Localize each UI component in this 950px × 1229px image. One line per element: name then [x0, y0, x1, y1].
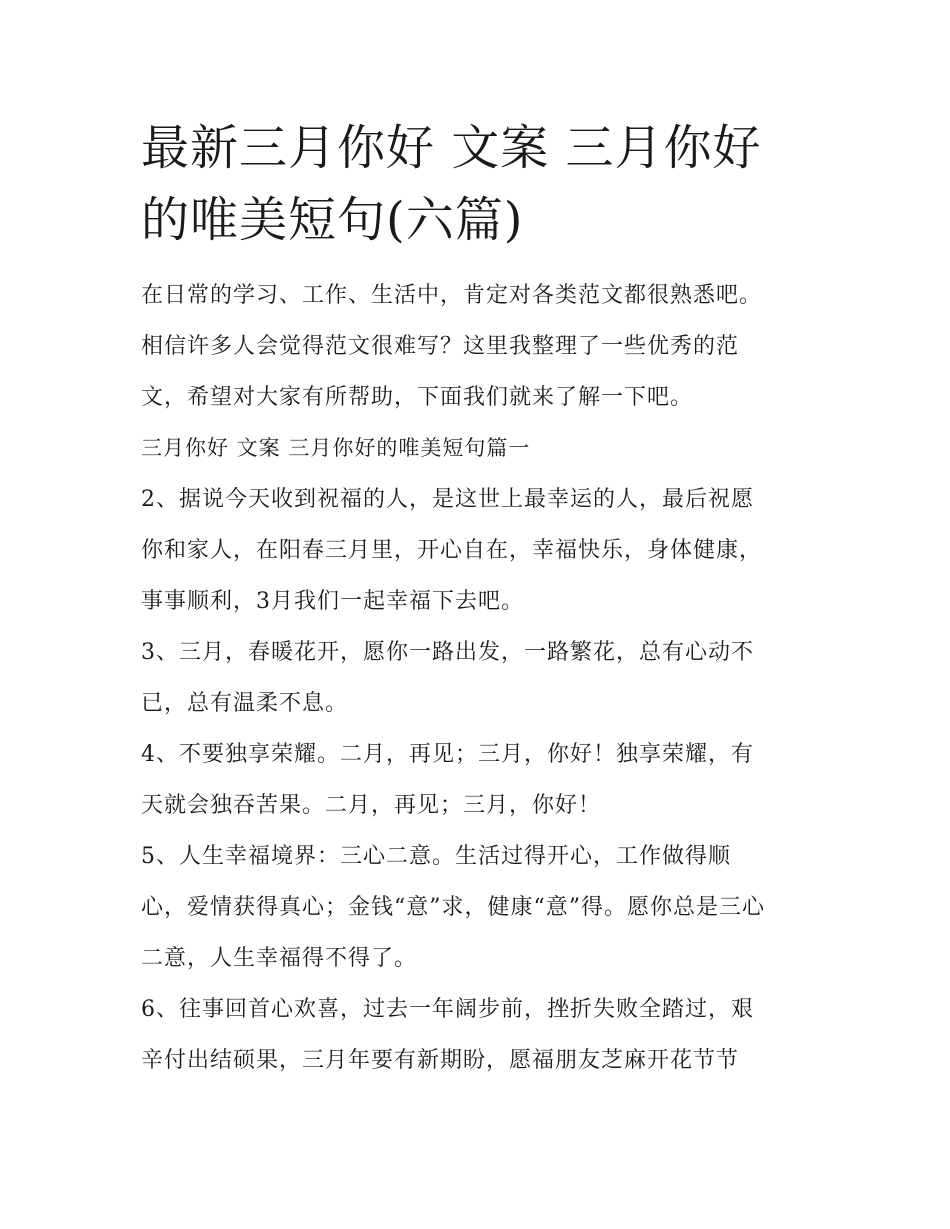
list-item-line: 3、三月，春暖花开，愿你一路出发，一路繁花，总有心动不 — [141, 640, 754, 665]
list-item-line: 已，总有温柔不息。 — [141, 691, 349, 716]
list-item-line: 事事顺利，3月我们一起幸福下去吧。 — [141, 589, 524, 614]
list-item-line: 辛付出结硕果，三月年要有新期盼，愿福朋友芝麻开花节节 — [141, 1048, 740, 1073]
document-title — [141, 112, 821, 256]
list-item-line: 6、往事回首心欢喜，过去一年阔步前，挫折失败全踏过，艰 — [141, 997, 754, 1022]
intro-line: 文，希望对大家有所帮助，下面我们就来了解一下吧。 — [141, 385, 694, 410]
section-heading: 三月你好 文案 三月你好的唯美短句篇一 — [141, 436, 531, 460]
list-item — [141, 627, 821, 729]
list-item-line: 天就会独吞苦果。二月，再见；三月，你好！ — [141, 793, 602, 818]
list-item-line: 4、不要独享荣耀。二月，再见；三月，你好！独享荣耀，有 — [141, 742, 754, 767]
list-item — [141, 831, 821, 984]
list-item-line: 二意，人生幸福得不得了。 — [141, 946, 418, 971]
document-page — [141, 112, 821, 1086]
list-item — [141, 474, 821, 627]
intro-line: 相信许多人会觉得范文很难写？这里我整理了一些优秀的范 — [141, 334, 740, 359]
title-line: 的唯美短句(六篇) — [141, 192, 524, 248]
list-item-line: 你和家人，在阳春三月里，开心自在，幸福快乐，身体健康， — [141, 538, 763, 563]
title-line: 最新三月你好 文案 三月你好 — [141, 120, 762, 176]
list-item-line: 心，爱情获得真心；金钱“意”求，健康“意”得。愿你总是三心 — [141, 895, 765, 920]
list-item — [141, 984, 821, 1086]
list-item-line: 2、据说今天收到祝福的人，是这世上最幸运的人，最后祝愿 — [141, 487, 754, 512]
list-item-line: 5、人生幸福境界：三心二意。生活过得开心，工作做得顺 — [141, 844, 731, 869]
intro-line: 在日常的学习、工作、生活中，肯定对各类范文都很熟悉吧。 — [141, 283, 763, 308]
intro-paragraph — [141, 270, 821, 423]
list-item — [141, 729, 821, 831]
